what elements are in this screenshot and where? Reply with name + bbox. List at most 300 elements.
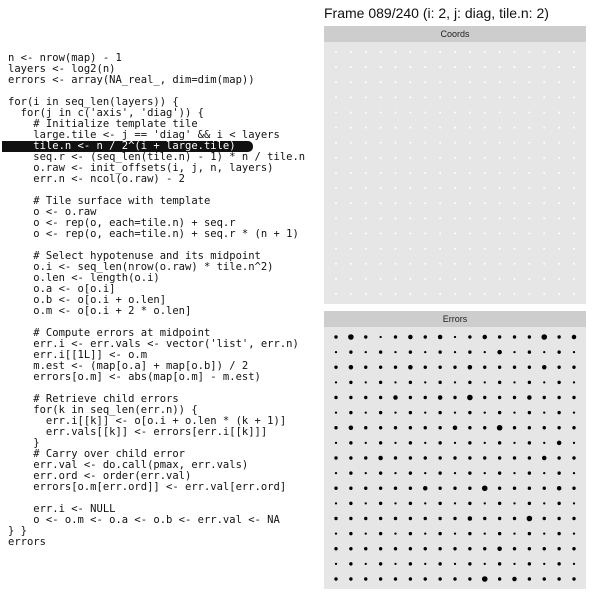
error-point [513, 366, 516, 369]
error-point [483, 547, 486, 550]
coord-point [350, 51, 352, 53]
error-point [483, 396, 486, 399]
coords-panel [324, 26, 586, 304]
coord-point [543, 202, 545, 204]
code-line-highlighted: tile.n <- n / 2^(i + large.tile) [2, 141, 253, 152]
error-point [528, 335, 531, 338]
coord-point [439, 81, 441, 83]
error-point [349, 562, 352, 565]
error-point [468, 562, 471, 565]
coord-point [365, 96, 367, 98]
coord-point [395, 202, 397, 204]
coord-point [335, 293, 337, 295]
coord-point [439, 112, 441, 114]
error-point [572, 487, 575, 490]
error-point [557, 486, 562, 491]
error-point [543, 547, 546, 550]
error-point [498, 366, 501, 369]
coord-point [424, 187, 426, 189]
error-point [541, 334, 547, 340]
code-line: # Select hypotenuse and its midpoint [8, 250, 261, 262]
error-point [542, 365, 547, 370]
coord-point [350, 172, 352, 174]
error-point [349, 441, 352, 444]
coord-point [350, 263, 352, 265]
error-point [349, 411, 352, 414]
coord-point [558, 66, 560, 68]
error-point [365, 502, 367, 504]
error-point [557, 426, 560, 429]
coord-point [499, 127, 501, 129]
coord-point [469, 248, 471, 250]
coord-point [395, 66, 397, 68]
error-point [468, 487, 471, 490]
error-point [454, 411, 456, 413]
error-point [365, 442, 367, 444]
error-point [557, 441, 562, 446]
error-point [497, 350, 502, 355]
coord-point [380, 278, 382, 280]
coord-point [335, 112, 337, 114]
error-point [573, 532, 575, 534]
error-point [572, 577, 575, 580]
coord-point [395, 81, 397, 83]
error-point [573, 472, 575, 474]
error-point [349, 532, 352, 535]
error-point [394, 381, 396, 383]
coord-point [350, 96, 352, 98]
coord-point [469, 112, 471, 114]
coord-point [409, 142, 411, 144]
error-point [483, 517, 486, 520]
coord-point [499, 217, 501, 219]
error-point [424, 577, 427, 580]
coord-point [439, 217, 441, 219]
error-point [334, 487, 337, 490]
error-point [424, 351, 426, 353]
error-point [438, 441, 441, 444]
coord-point [365, 187, 367, 189]
code-line: o.a <- o[o.i] [8, 283, 116, 295]
error-point [408, 365, 413, 370]
error-point [393, 395, 398, 400]
coord-point [484, 187, 486, 189]
frame-title: Frame 089/240 (i: 2, j: diag, tile.n: 2) [324, 5, 549, 21]
coord-point [439, 248, 441, 250]
error-point [379, 381, 382, 384]
coord-point [350, 217, 352, 219]
coord-point [409, 112, 411, 114]
coord-point [365, 157, 367, 159]
code-line: o <- o.raw [8, 206, 97, 218]
coord-point [409, 278, 411, 280]
code-line: err.n <- ncol(o.raw) - 2 [8, 173, 186, 185]
coord-point [558, 142, 560, 144]
coord-point [409, 263, 411, 265]
coord-point [454, 66, 456, 68]
error-point [527, 395, 532, 400]
coord-point [335, 81, 337, 83]
coord-point [454, 81, 456, 83]
code-line: # Initialize template tile [8, 118, 198, 130]
coord-point [469, 127, 471, 129]
coord-point [543, 157, 545, 159]
error-point [468, 471, 471, 474]
coord-point [395, 217, 397, 219]
error-point [498, 471, 501, 474]
error-point [409, 577, 412, 580]
error-point [409, 411, 412, 414]
coord-point [528, 233, 530, 235]
error-point [528, 471, 531, 474]
error-point [349, 517, 352, 520]
error-point [349, 350, 352, 353]
error-point [513, 351, 515, 353]
coord-point [350, 202, 352, 204]
error-point [424, 335, 427, 338]
error-point [557, 411, 560, 414]
error-point [365, 532, 367, 534]
coord-point [499, 157, 501, 159]
error-point [364, 547, 367, 550]
coord-point [514, 187, 516, 189]
code-listing [8, 53, 323, 548]
error-point [364, 366, 367, 369]
error-point [364, 577, 367, 580]
code-line: layers <- log2(n) [8, 63, 116, 75]
error-point [349, 381, 352, 384]
coord-point [395, 233, 397, 235]
error-point [394, 366, 397, 369]
error-point [573, 563, 575, 565]
error-point [557, 335, 560, 338]
code-line: # Tile surface with template [8, 195, 211, 207]
coord-point [528, 293, 530, 295]
error-point [528, 411, 531, 414]
error-point [453, 517, 456, 520]
error-point [572, 335, 577, 340]
coord-point [395, 187, 397, 189]
coord-point [499, 81, 501, 83]
error-point [349, 365, 354, 370]
error-point [482, 576, 488, 582]
coord-point [380, 217, 382, 219]
coord-point [424, 248, 426, 250]
error-point [453, 366, 456, 369]
error-point [409, 396, 412, 399]
error-point [468, 335, 471, 338]
error-point [528, 532, 531, 535]
error-point [424, 472, 426, 474]
coord-point [454, 127, 456, 129]
coord-point [558, 51, 560, 53]
coord-point [499, 263, 501, 265]
coord-point [469, 157, 471, 159]
error-point [424, 502, 426, 504]
coord-point [365, 81, 367, 83]
coord-point [409, 157, 411, 159]
coord-point [439, 233, 441, 235]
error-point [424, 396, 427, 399]
coord-point [528, 127, 530, 129]
error-point [424, 381, 426, 383]
error-point [498, 456, 501, 459]
coord-point [528, 278, 530, 280]
error-point [453, 426, 458, 431]
coord-point [439, 96, 441, 98]
coord-point [558, 172, 560, 174]
error-point [528, 577, 531, 580]
error-point [468, 532, 471, 535]
error-point [349, 426, 354, 431]
error-point [409, 441, 412, 444]
coord-point [514, 233, 516, 235]
error-point [365, 411, 367, 413]
coord-point [484, 127, 486, 129]
error-point [438, 532, 441, 535]
error-point [512, 577, 517, 582]
coord-point [573, 263, 575, 265]
error-point [543, 411, 545, 413]
error-point [468, 441, 471, 444]
error-point [557, 562, 560, 565]
error-point [557, 366, 560, 369]
error-point [365, 351, 367, 353]
coord-point [380, 127, 382, 129]
error-point [528, 487, 531, 490]
coord-point [573, 172, 575, 174]
error-point [513, 442, 515, 444]
error-point [528, 350, 531, 353]
coord-point [454, 263, 456, 265]
coord-point [350, 278, 352, 280]
code-line: o.m <- o[o.i + 2 * o.len] [8, 305, 192, 317]
coord-point [409, 248, 411, 250]
error-point [438, 517, 441, 520]
coord-point [528, 66, 530, 68]
error-point [334, 396, 337, 399]
error-point [424, 411, 426, 413]
error-point [498, 532, 501, 535]
error-point [424, 563, 426, 565]
coord-point [469, 142, 471, 144]
code-line: o.raw <- init_offsets(i, j, n, layers) [8, 162, 274, 174]
error-point [543, 351, 545, 353]
coord-point [439, 142, 441, 144]
code-line: } [8, 437, 40, 449]
error-point [484, 472, 486, 474]
error-point [349, 502, 352, 505]
coord-point [514, 112, 516, 114]
error-point [528, 547, 531, 550]
coord-point [573, 187, 575, 189]
code-line: m.est <- (map[o.a] + map[o.b]) / 2 [8, 360, 249, 372]
error-point [498, 396, 501, 399]
coord-point [395, 157, 397, 159]
error-point [438, 381, 441, 384]
coord-point [335, 278, 337, 280]
error-point [379, 366, 382, 369]
error-point [438, 487, 441, 490]
errors-panel-label: Errors [324, 311, 586, 327]
coord-point [514, 217, 516, 219]
coord-point [365, 233, 367, 235]
coord-point [380, 81, 382, 83]
code-line: } } [8, 525, 27, 537]
coord-point [484, 217, 486, 219]
code-line: err.val <- do.call(pmax, err.vals) [8, 459, 249, 471]
error-point [498, 411, 501, 414]
error-point [484, 411, 486, 413]
coord-point [454, 202, 456, 204]
error-point [423, 486, 428, 491]
error-point [379, 441, 382, 444]
error-point [379, 562, 382, 565]
coord-point [558, 81, 560, 83]
error-point [484, 442, 486, 444]
coord-point [335, 96, 337, 98]
coord-point [469, 96, 471, 98]
error-point [557, 577, 560, 580]
error-point [379, 396, 382, 399]
coord-point [499, 233, 501, 235]
coord-point [499, 51, 501, 53]
error-point [364, 487, 367, 490]
code-line: # Carry over child error [8, 448, 186, 460]
error-point [379, 411, 382, 414]
coord-point [335, 157, 337, 159]
coord-point [380, 233, 382, 235]
coord-point [528, 172, 530, 174]
error-point [528, 562, 531, 565]
error-point [572, 547, 575, 550]
error-point [513, 502, 515, 504]
error-point [335, 411, 337, 413]
coord-point [469, 51, 471, 53]
coord-point [335, 217, 337, 219]
coord-point [335, 172, 337, 174]
coord-point [558, 157, 560, 159]
coord-point [350, 157, 352, 159]
coord-point [514, 263, 516, 265]
error-point [365, 563, 367, 565]
coord-point [350, 127, 352, 129]
error-point [348, 334, 354, 340]
error-point [379, 487, 382, 490]
coord-point [454, 112, 456, 114]
coord-point [424, 66, 426, 68]
coord-point [528, 248, 530, 250]
coord-point [499, 187, 501, 189]
coord-point [543, 112, 545, 114]
coord-point [424, 157, 426, 159]
coord-point [514, 142, 516, 144]
code-line: err.i <- NULL [8, 503, 116, 515]
error-point [468, 411, 471, 414]
coord-point [424, 172, 426, 174]
coord-point [499, 142, 501, 144]
error-point [528, 426, 531, 429]
coord-point [335, 127, 337, 129]
error-point [379, 336, 381, 338]
error-point [335, 351, 337, 353]
coord-point [484, 248, 486, 250]
coord-point [514, 81, 516, 83]
error-point [365, 472, 367, 474]
coord-point [558, 202, 560, 204]
error-point [438, 562, 441, 565]
error-point [379, 532, 382, 535]
coord-point [543, 217, 545, 219]
error-point [497, 425, 503, 431]
error-point [483, 335, 488, 340]
coord-point [499, 278, 501, 280]
coord-point [395, 112, 397, 114]
error-point [468, 547, 471, 550]
coord-point [335, 51, 337, 53]
error-point [409, 517, 412, 520]
error-point [543, 426, 546, 429]
coord-point [365, 142, 367, 144]
coord-point [499, 66, 501, 68]
error-point [573, 442, 575, 444]
error-point [364, 517, 367, 520]
error-point [408, 335, 413, 340]
error-point [334, 426, 337, 429]
coord-point [469, 263, 471, 265]
error-point [409, 456, 412, 459]
error-point [513, 381, 515, 383]
code-line: o.b <- o[o.i + o.len] [8, 294, 167, 306]
coord-point [484, 96, 486, 98]
coord-point [350, 293, 352, 295]
error-point [438, 426, 441, 429]
coord-point [424, 127, 426, 129]
error-point [424, 456, 427, 459]
error-point [379, 502, 382, 505]
coord-point [484, 293, 486, 295]
error-point [513, 487, 516, 490]
coord-point [558, 278, 560, 280]
error-point [349, 456, 352, 459]
coord-point [558, 127, 560, 129]
coord-point [409, 66, 411, 68]
coord-point [380, 172, 382, 174]
coord-point [350, 187, 352, 189]
coord-point [558, 263, 560, 265]
error-point [498, 502, 501, 505]
error-point [454, 502, 456, 504]
coord-point [454, 187, 456, 189]
coord-point [365, 172, 367, 174]
error-point [468, 350, 471, 353]
coord-point [573, 112, 575, 114]
coord-point [409, 51, 411, 53]
coord-point [543, 293, 545, 295]
error-point [528, 366, 531, 369]
error-point [335, 563, 337, 565]
error-point [424, 366, 427, 369]
error-point [394, 442, 396, 444]
error-point [409, 502, 412, 505]
code-line: errors[o.m] <- abs(map[o.m] - m.est) [8, 371, 261, 383]
code-line: n <- nrow(map) - 1 [8, 52, 122, 64]
coord-point [380, 142, 382, 144]
error-point [379, 517, 382, 520]
coord-point [350, 233, 352, 235]
error-point [543, 472, 545, 474]
error-point [394, 472, 396, 474]
